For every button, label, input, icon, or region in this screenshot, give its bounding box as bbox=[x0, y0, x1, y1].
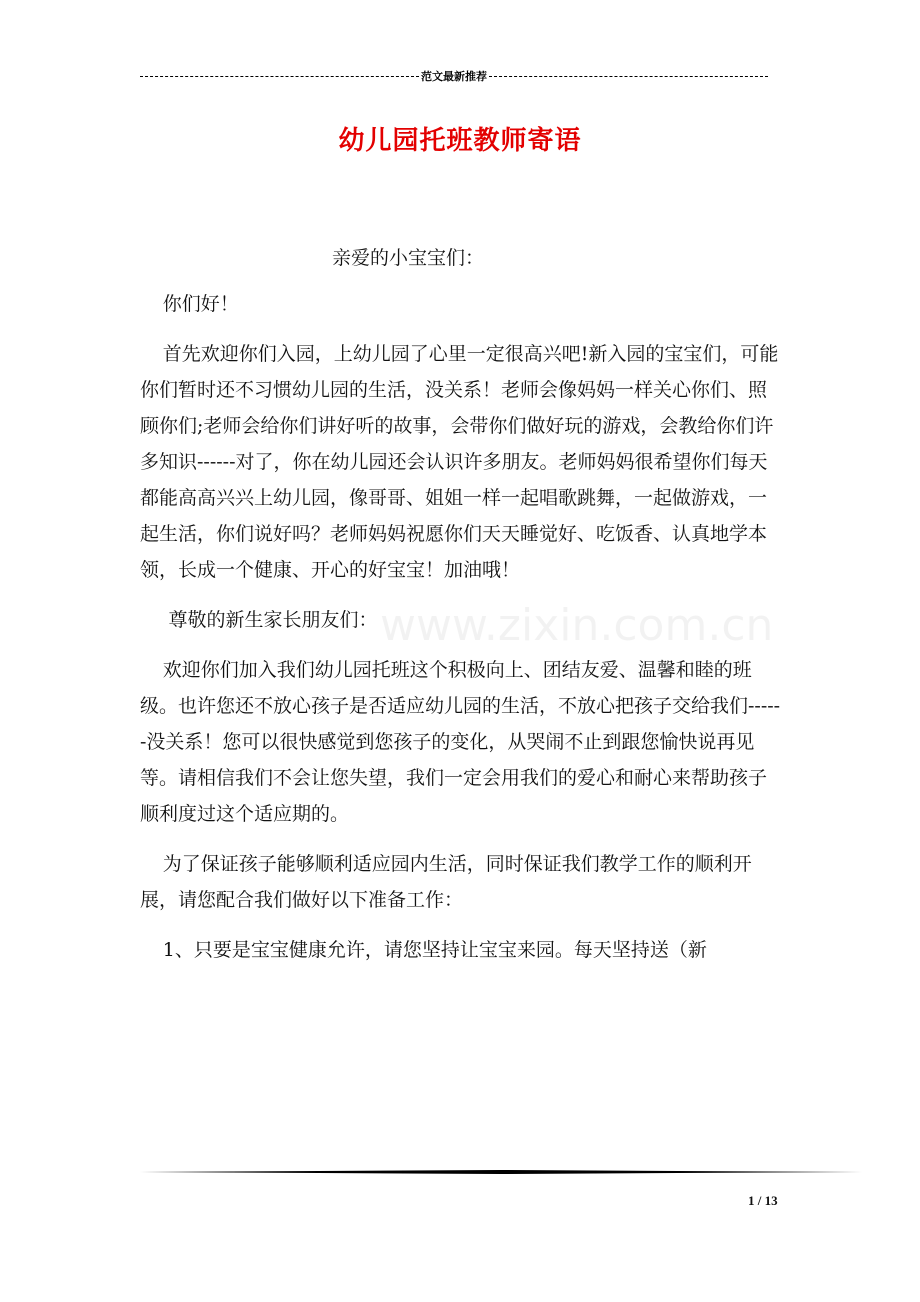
page-header bbox=[140, 66, 768, 86]
header-dash-left bbox=[140, 76, 419, 77]
hello-line: 你们好！ bbox=[162, 293, 239, 315]
document-title: 幼儿园托班教师寄语 bbox=[338, 126, 582, 156]
page-number: 1 / 13 bbox=[748, 1193, 778, 1208]
footer-rule bbox=[140, 1170, 862, 1174]
header-label: 范文最新推荐 bbox=[421, 70, 487, 83]
document-body bbox=[140, 240, 785, 968]
watermark: www.zixin.com.cn bbox=[380, 600, 774, 651]
header-dash-right bbox=[489, 76, 768, 77]
kids-paragraph: 首先欢迎你们入园，上幼儿园了心里一定很高兴吧!新入园的宝宝们，可能你们暂时还不习惯幼儿园的生活，没关系！老师会像妈妈一样关心你们、照顾你们;老师会给你们讲好听的故事，会带你们做好玩的游戏，会教给你们许多知识------对了，你在幼儿园还会认识许多朋友。老师妈妈很希望你们每天都能高高兴兴上幼儿园，像哥哥、姐姐一样一起唱歌跳舞，一起做游戏，一起生活，你们说好吗？老师妈妈祝愿你们天天睡觉好、吃饭香、认真地学本领，长成一个健康、开心的好宝宝！加油哦！ bbox=[140, 343, 779, 581]
prep-intro-paragraph: 为了保证孩子能够顺利适应园内生活，同时保证我们教学工作的顺利开展，请您配合我们做好以下准备工作： bbox=[140, 853, 752, 911]
greeting-kids: 亲爱的小宝宝们： bbox=[332, 247, 485, 269]
list-item-1: 1、只要是宝宝健康允许，请您坚持让宝宝来园。每天坚持送（新 bbox=[162, 939, 707, 961]
parents-paragraph: 欢迎你们加入我们幼儿园托班这个积极向上、团结友爱、温馨和睦的班级。也许您还不放心孩子是否适应幼儿园的生活，不放心把孩子交给我们------没关系！您可以很快感觉到您孩子的变化，从哭闹不止到跟您愉快说再见等。请相信我们不会让您失望，我们一定会用我们的爱心和耐心来帮助孩子顺利度过这个适应期的。 bbox=[140, 659, 781, 825]
greeting-parents: 尊敬的新生家长朋友们： bbox=[168, 609, 378, 631]
